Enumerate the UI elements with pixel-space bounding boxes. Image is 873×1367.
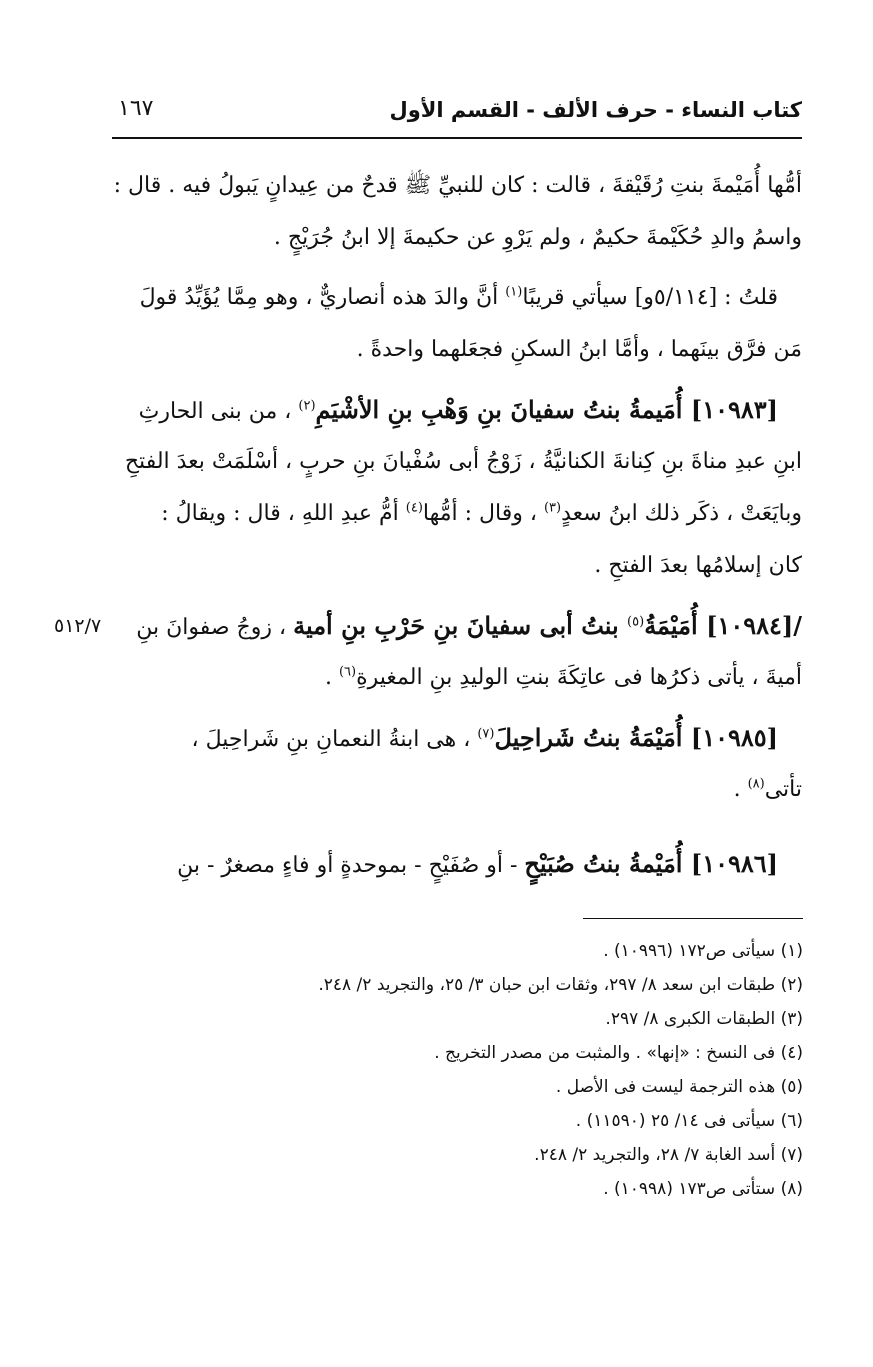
paragraph-line xyxy=(112,488,802,540)
footnote-item: (٥) هذه الترجمة ليست فى الأصل . xyxy=(555,1077,803,1097)
paragraph-line xyxy=(112,764,802,816)
text-run: ، من بنى الحارثِ xyxy=(138,399,299,424)
paragraph-line xyxy=(112,212,802,264)
paragraph-line xyxy=(112,324,802,376)
page-break-marker: / xyxy=(793,611,802,640)
footnote-item: (٣) الطبقات الكبرى ٨/ ٢٩٧. xyxy=(605,1009,803,1029)
footnote-ref[interactable]: (٧) xyxy=(477,726,495,742)
text-run: أمُّها أُمَيْمةَ بنتِ رُقَيْقةَ ، قالت : كان للنبيِّ ﷺ قدحٌ من عِيدانٍ يَبولُ فيه . قال : xyxy=(113,173,802,198)
entry-number: [١٠٩٨٦] xyxy=(690,849,778,878)
footnote-item: (٧) أسد الغابة ٧/ ٢٨، والتجريد ٢/ ٢٤٨. xyxy=(534,1145,803,1165)
text-run: ، هى ابنةُ النعمانِ بنِ شَراحِيلَ ، xyxy=(191,727,478,752)
footnote-item: (١) سيأتى ص١٧٢ (١٠٩٩٦) . xyxy=(603,941,803,961)
footnote-ref[interactable]: (٨) xyxy=(747,776,765,792)
text-run: - أو صُفَيْحٍ - بموحدةٍ أو فاءٍ مصغرٌ - بنِ xyxy=(177,853,525,878)
entry-name: أُمَيْمةُ بنتُ صُبَيْحٍ xyxy=(524,849,691,878)
paragraph-line xyxy=(112,652,802,704)
entry-line xyxy=(112,838,802,890)
entry-number: [١٠٩٨٥] xyxy=(690,723,778,752)
text-run: واسمُ والدِ حُكَيْمةَ حكيمٌ ، ولم يَرْوِ عن حكيمةَ إلا ابنُ جُرَيْجٍ . xyxy=(273,225,802,250)
footnote-rule xyxy=(583,918,803,919)
running-header xyxy=(112,92,802,134)
entry-name: بنتُ أبى سفيانَ بنِ حَرْبِ بنِ أمية xyxy=(293,611,628,640)
header-title: كتاب النساء - حرف الألف - القسم الأول xyxy=(389,98,802,122)
entry-line xyxy=(54,600,802,652)
text-run: تأتى xyxy=(764,777,802,802)
paragraph-line xyxy=(112,436,802,488)
footnote-ref[interactable]: (٣) xyxy=(543,500,562,516)
text-run: أمُّ عبدِ اللهِ ، قال : ويقالُ : xyxy=(161,501,406,526)
entry-line xyxy=(112,384,802,436)
header-rule xyxy=(112,137,802,139)
text-run: مَن فرَّق بينَهما ، وأمَّا ابنُ السكنِ فجعَلهما واحدةً . xyxy=(356,337,802,362)
footnote-ref[interactable]: (٤) xyxy=(405,500,423,516)
text-run: كان إسلامُها بعدَ الفتحِ . xyxy=(594,553,802,578)
entry-name: أُمَيْمَةُ بنتُ شَراحِيلَ xyxy=(494,723,691,752)
text-run: . xyxy=(324,665,339,690)
text-run: ، زوجُ صفوانَ بنِ xyxy=(136,615,294,640)
body-text xyxy=(54,160,802,890)
footnote-ref[interactable]: (٢) xyxy=(298,398,316,414)
paragraph-line xyxy=(112,540,802,592)
text-run: أنَّ والدَ هذه أنصاريٌّ ، وهو مِمَّا يُؤَيِّدُ قولَ xyxy=(139,285,506,310)
footnote-ref[interactable]: (٥) xyxy=(627,614,645,630)
text-run: . xyxy=(733,777,748,802)
footnote-ref[interactable]: (٦) xyxy=(338,664,357,680)
entry-number: [١٠٩٨٤] xyxy=(706,611,794,640)
footnotes xyxy=(243,934,803,1206)
footnote-item: (٨) ستأتى ص١٧٣ (١٠٩٩٨) . xyxy=(603,1179,803,1199)
entry-name: أُمَيمةُ بنتُ سفيانَ بنِ وَهْبِ بنِ الأشْيَمِ xyxy=(315,395,691,424)
paragraph-line xyxy=(112,272,802,324)
footnote-item: (٦) سيأتى فى ١٤/ ٢٥ (١١٥٩٠) . xyxy=(575,1111,803,1131)
text-run: ، وقال : أمُّها xyxy=(422,501,544,526)
text-run: أميةَ ، يأتى ذكرُها فى عاتِكَةَ بنتِ الوليدِ بنِ المغيرةِ xyxy=(356,665,802,690)
text-run: ابنِ عبدِ مناةَ بنِ كِنانةَ الكنانيَّةُ ، زَوْجُ أبى سُفْيانَ بنِ حربٍ ، أسْلَمَتْ بعدَ الفتحِ xyxy=(124,449,802,474)
text-run: قلتُ : [٥/١١٤و] سيأتي قريبًا xyxy=(522,285,778,310)
margin-page-ref: ٥١٢/٧ xyxy=(54,615,102,637)
footnote-ref[interactable]: (١) xyxy=(505,284,523,300)
page-number: ١٦٧ xyxy=(118,96,154,121)
text-run: وبايَعَتْ ، ذكَر ذلك ابنُ سعدٍ xyxy=(561,501,802,526)
entry-line xyxy=(112,712,802,764)
footnote-item: (٢) طبقات ابن سعد ٨/ ٢٩٧، وثقات ابن حبان ٣/ ٢٥، والتجريد ٢/ ٢٤٨. xyxy=(318,975,803,995)
paragraph-line xyxy=(112,160,802,212)
footnote-item: (٤) فى النسخ : «إنها» . والمثبت من مصدر التخريج . xyxy=(434,1043,803,1063)
entry-number: [١٠٩٨٣] xyxy=(690,395,778,424)
entry-name: أُمَيْمَةُ xyxy=(644,611,707,640)
